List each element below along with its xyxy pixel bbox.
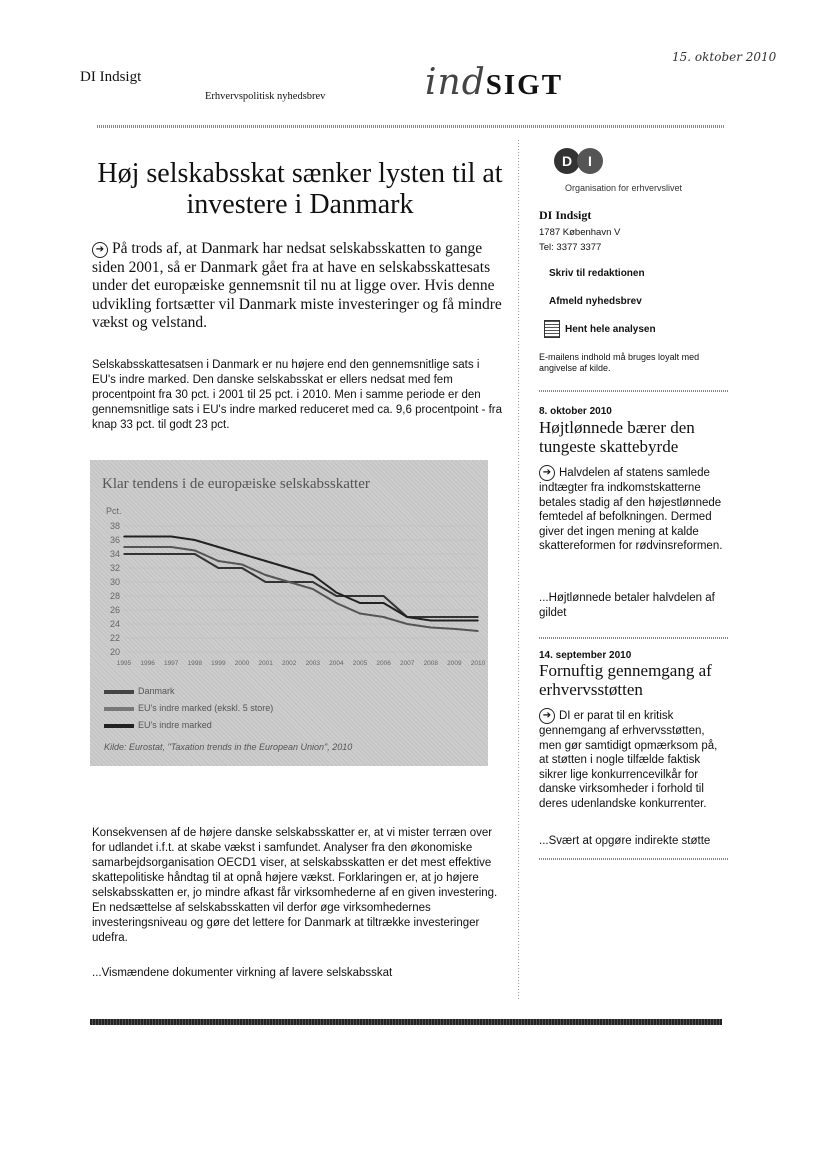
data-point [170, 546, 172, 548]
article-para2: Konsekvensen af de højere danske selskabsskatter er, at vi mister terræn over for udlandet i.f.t. at skabe vækst i samfundet. Analyser fra den økonomiske samarbejdsorganisation OECD1 viser, at selskabsskatten er det mest effektive skattepolitiske håndtag til at opnå højere vækst. Forklaringen er, at jo højere selskabsskatten er, jo mindre afkast får virksomhederne af en given investering. En nedsættelse af selskabsskatten vil derfor øge virksomhedernes investeringsniveau og gøre det lettere for Danmark at tiltrække investeringer udefra. [92, 827, 498, 944]
data-point [454, 628, 456, 630]
series-line [124, 547, 478, 631]
x-tick-label: 2003 [305, 660, 321, 667]
data-point [288, 567, 290, 569]
y-tick-label: 32 [109, 563, 120, 573]
logo-caps: SIGT [485, 69, 564, 101]
article-more-link[interactable]: ...Vismændene dokumenter virkning af lavere selskabsskat [92, 967, 393, 979]
data-point [454, 616, 456, 618]
legend-label: EU's indre marked (ekskl. 5 store) [138, 703, 274, 713]
article-lead [92, 240, 502, 333]
data-point [123, 546, 125, 548]
data-point [170, 553, 172, 555]
data-point [477, 620, 479, 622]
di-logo-i-icon: I [577, 148, 603, 174]
x-tick-label: 2007 [399, 660, 415, 667]
data-point [123, 553, 125, 555]
x-tick-label: 2010 [470, 660, 486, 667]
data-point [241, 567, 243, 569]
y-tick-label: 20 [109, 647, 120, 657]
news-date: 14. september 2010 [539, 650, 632, 661]
legend-swatch [104, 707, 134, 711]
data-point [194, 553, 196, 555]
data-point [336, 592, 338, 594]
x-tick-label: 1998 [187, 660, 203, 667]
legend-label: EU's indre marked [138, 720, 212, 730]
x-tick-label: 1995 [116, 660, 132, 667]
contact-address: 1787 København V [539, 227, 621, 238]
data-point [241, 564, 243, 566]
legend-eu [104, 720, 212, 730]
logo-italic: ind [425, 62, 486, 103]
data-point [383, 616, 385, 618]
contact-phone: Tel: 3377 3377 [539, 242, 602, 253]
data-point [430, 616, 432, 618]
legend-label: Danmark [138, 686, 175, 696]
arrow-right-icon: ➔ [539, 708, 555, 724]
data-point [383, 595, 385, 597]
news-more-link[interactable]: ...Højtlønnede betaler halvdelen af gildet [539, 592, 715, 619]
legend-swatch [104, 724, 134, 728]
lead-text: På trods af, at Danmark har nedsat selskabsskatten to gange siden 2001, så er Danmark gået fra at have en selskabsskattesats under det europæiske gennemsnit til nu at ligge over. Hvis denne udvikling fortsætter vil Danmark miste investeringer og få mindre vækst og velstand. [92, 240, 502, 331]
arrow-right-icon: ➔ [92, 242, 108, 258]
x-tick-label: 2001 [258, 660, 273, 667]
news-text [539, 708, 729, 811]
data-point [359, 602, 361, 604]
x-tick-label: 2004 [329, 660, 344, 667]
y-tick-label: 38 [109, 521, 120, 531]
data-point [170, 536, 172, 538]
data-point [218, 560, 220, 562]
data-point [218, 567, 220, 569]
x-tick-label: 2009 [447, 660, 462, 667]
sidebar-rule-3 [539, 858, 729, 860]
news-text [539, 465, 729, 554]
y-tick-label: 28 [109, 591, 120, 601]
data-point [336, 595, 338, 597]
usage-notice: E-mailens indhold må bruges loyalt med angivelse af kilde. [539, 352, 700, 373]
di-logo-d-icon: D [554, 148, 580, 174]
data-point [359, 613, 361, 615]
series-line [124, 537, 478, 621]
news-more-link[interactable]: ...Svært at opgøre indirekte støtte [539, 835, 711, 847]
data-point [123, 536, 125, 538]
legend-danmark [104, 686, 175, 696]
y-tick-label: 36 [109, 535, 120, 545]
data-point [147, 553, 149, 555]
link-unsubscribe[interactable]: Afmeld nyhedsbrev [549, 296, 642, 307]
newsletter-subtitle: Erhvervspolitisk nyhedsbrev [205, 91, 326, 102]
column-divider [518, 140, 519, 1000]
y-axis-label: Pct. [106, 506, 122, 516]
data-point [218, 546, 220, 548]
data-point [312, 581, 314, 583]
legend-eu-ex5 [104, 703, 273, 713]
article-para1: Selskabsskattesatsen i Danmark er nu højere end den gennemsnitlige sats i EU's indre marked. Den danske selskabsskat er ellers nedsat med fem procentpoint fra 30 pct. i 2001 til 25 pct. i 2010. Men i samme periode er den gennemsnitlige sats i EU's indre marked reduceret med ca. 9,6 procentpoint - fra knap 33 pct. til godt 23 pct. [92, 359, 503, 431]
y-tick-label: 24 [109, 619, 120, 629]
y-tick-label: 22 [109, 633, 120, 643]
news-text-body: DI er parat til en kritisk gennemgang af erhvervsstøtten, men gør samtidigt opmærksom på, at støtten i nogle tilfælde faktisk sikrer lige konkurrencevilkår for danske virksomheder i forhold til deres udenlandske konkurrenter. [539, 710, 718, 810]
footer-bar [90, 1019, 722, 1025]
chart-title: Klar tendens i de europæiske selskabsskatter [102, 476, 370, 492]
data-point [147, 536, 149, 538]
y-tick-label: 30 [109, 577, 120, 587]
data-point [477, 616, 479, 618]
link-write-editor[interactable]: Skriv til redaktionen [549, 268, 645, 279]
data-point [194, 539, 196, 541]
org-name: Organisation for erhvervslivet [565, 183, 683, 193]
article-title: Høj selskabsskat sænker lysten til at investere i Danmark [97, 158, 503, 220]
data-point [312, 588, 314, 590]
sidebar-rule-2 [539, 637, 729, 639]
handwritten-date: 15. oktober 2010 [672, 50, 777, 64]
data-point [288, 581, 290, 583]
x-tick-label: 1996 [140, 660, 155, 667]
contact-title: DI Indsigt [539, 208, 592, 222]
news-date: 8. oktober 2010 [539, 406, 612, 417]
data-point [312, 574, 314, 576]
news-title[interactable]: Fornuftig gennemgang af erhvervsstøtten [539, 661, 712, 699]
data-point [477, 630, 479, 632]
tax-chart [90, 460, 488, 766]
data-point [194, 550, 196, 552]
legend-swatch [104, 690, 134, 694]
data-point [336, 602, 338, 604]
x-tick-label: 1999 [211, 660, 226, 667]
data-point [454, 620, 456, 622]
arrow-right-icon: ➔ [539, 465, 555, 481]
data-point [430, 627, 432, 629]
link-download-analysis[interactable]: Hent hele analysen [565, 324, 656, 335]
x-tick-label: 1997 [163, 660, 179, 667]
data-point [265, 581, 267, 583]
data-point [359, 595, 361, 597]
x-tick-label: 2002 [281, 660, 297, 667]
x-tick-label: 2005 [352, 660, 368, 667]
document-icon [544, 320, 560, 338]
data-point [241, 553, 243, 555]
news-title[interactable]: Højtlønnede bærer den tungeste skattebyrde [539, 418, 695, 456]
data-point [265, 574, 267, 576]
brand-left: DI Indsigt [80, 69, 142, 85]
x-tick-label: 2008 [423, 660, 439, 667]
data-point [406, 623, 408, 625]
data-point [430, 620, 432, 622]
chart-source: Kilde: Eurostat, "Taxation trends in the European Union", 2010 [104, 742, 353, 752]
news-text-body: Halvdelen af statens samlede indtægter fra indkomstskatterne betales stadig af den højestlønnede femtedel af befolkningen. Dermed giver det ingen mening at kalde skattereformen for rødvinsreformen. [539, 467, 723, 552]
y-tick-label: 34 [109, 549, 120, 559]
x-tick-label: 2006 [376, 660, 391, 667]
data-point [265, 560, 267, 562]
header-rule [97, 125, 725, 128]
di-logo [554, 148, 624, 176]
data-point [147, 546, 149, 548]
y-tick-label: 26 [109, 605, 120, 615]
x-tick-label: 2000 [234, 660, 250, 667]
data-point [383, 602, 385, 604]
indsigt-logo [425, 62, 563, 103]
data-point [406, 616, 408, 618]
sidebar-rule-1 [539, 390, 729, 392]
